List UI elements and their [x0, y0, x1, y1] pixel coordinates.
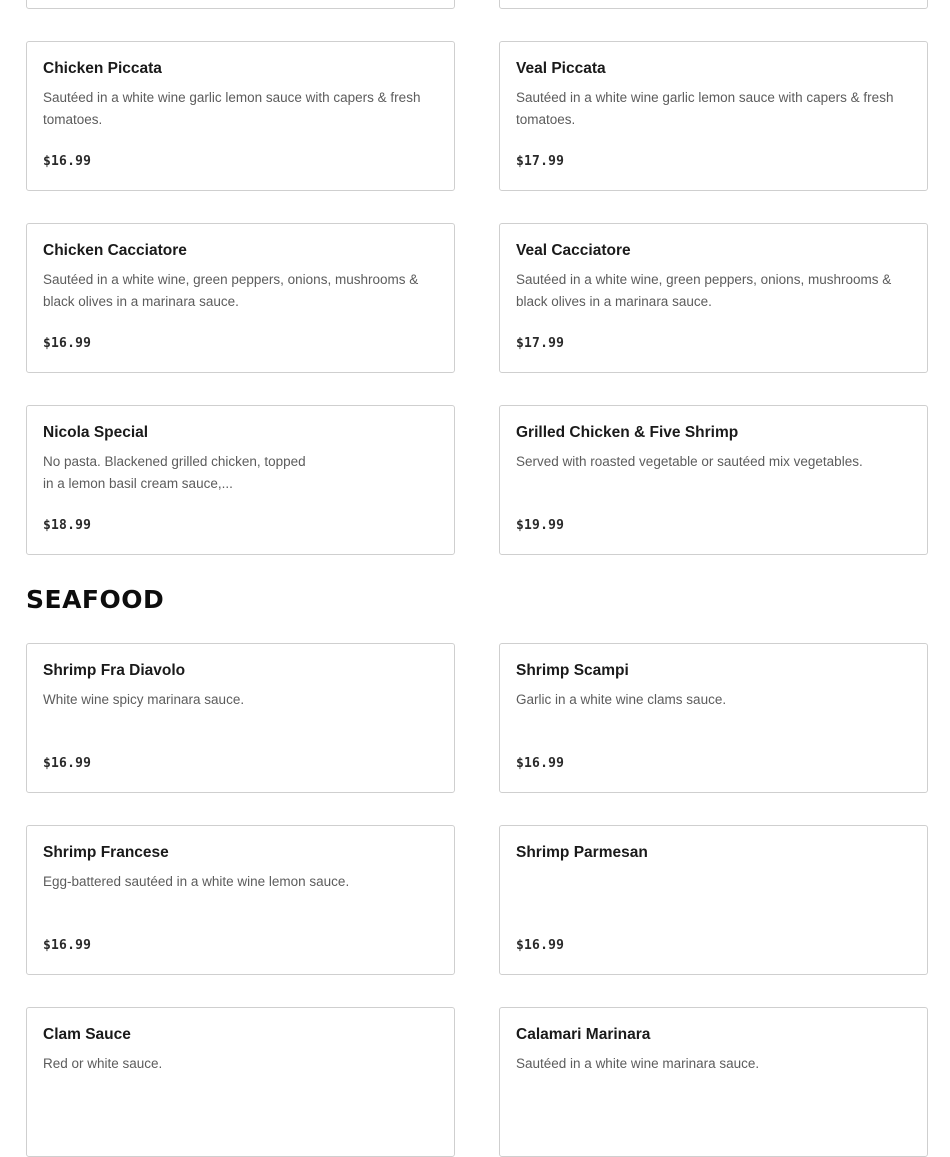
menu-item-name: Chicken Piccata: [43, 60, 162, 77]
menu-item-price: $16.99: [43, 336, 92, 351]
menu-item-chicken-cacciatore[interactable]: [26, 223, 455, 373]
menu-item-price: $16.99: [516, 938, 565, 953]
menu-item-price: $17.99: [516, 336, 565, 351]
menu-item-description: Served with roasted vegetable or sautéed mix vegetables.: [516, 454, 863, 469]
menu-item-name: Shrimp Fra Diavolo: [43, 662, 186, 679]
menu-item-description: Egg-battered sautéed in a white wine lemon sauce.: [43, 874, 350, 889]
menu-item-shrimp-parmesan[interactable]: [499, 825, 928, 975]
menu-item-name: Veal Piccata: [516, 60, 606, 77]
menu-item-description: Sautéed in a white wine garlic lemon sauce with capers & fresh tomatoes.: [516, 90, 894, 127]
menu-item-description: Sautéed in a white wine marinara sauce.: [516, 1056, 760, 1071]
section-heading-seafood: SEAFOOD: [26, 585, 165, 614]
menu-item-description: Sautéed in a white wine, green peppers, onions, mushrooms & black olives in a marinara sauce.: [516, 272, 892, 309]
menu-item-card-partial[interactable]: [499, 0, 928, 9]
menu-item-calamari-marinara[interactable]: [499, 1007, 928, 1157]
menu-item-shrimp-scampi[interactable]: [499, 643, 928, 793]
menu-item-chicken-piccata[interactable]: [26, 41, 455, 191]
menu-item-clam-sauce[interactable]: [26, 1007, 455, 1157]
menu-item-price: $16.99: [43, 756, 92, 771]
menu-item-shrimp-francese[interactable]: [26, 825, 455, 975]
menu-item-description: No pasta. Blackened grilled chicken, topped in a lemon basil cream sauce,...: [43, 454, 306, 491]
menu-item-price: $16.99: [516, 756, 565, 771]
menu-item-name: Grilled Chicken & Five Shrimp: [516, 424, 739, 441]
menu-item-nicola-special[interactable]: [26, 405, 455, 555]
menu-item-description: Sautéed in a white wine, green peppers, onions, mushrooms & black olives in a marinara sauce.: [43, 272, 419, 309]
menu-item-name: Clam Sauce: [43, 1026, 131, 1043]
menu-item-price: $19.99: [516, 518, 565, 533]
menu-item-price: $16.99: [43, 154, 92, 169]
menu-item-name: Shrimp Scampi: [516, 662, 629, 679]
menu-item-veal-piccata[interactable]: [499, 41, 928, 191]
menu-item-name: Calamari Marinara: [516, 1026, 651, 1043]
menu-item-price: $17.99: [516, 154, 565, 169]
menu-item-name: Veal Cacciatore: [516, 242, 631, 259]
menu-item-description: White wine spicy marinara sauce.: [43, 692, 245, 707]
menu-item-grilled-chicken-five-shrimp[interactable]: [499, 405, 928, 555]
menu-item-card-partial[interactable]: [26, 0, 455, 9]
menu-item-description: Red or white sauce.: [43, 1056, 163, 1071]
menu-item-veal-cacciatore[interactable]: [499, 223, 928, 373]
menu-item-price: $16.99: [43, 938, 92, 953]
menu-item-name: Chicken Cacciatore: [43, 242, 187, 259]
menu-item-name: Shrimp Parmesan: [516, 844, 648, 861]
menu-item-name: Shrimp Francese: [43, 844, 169, 861]
menu-item-description: Garlic in a white wine clams sauce.: [516, 692, 727, 707]
menu-item-name: Nicola Special: [43, 424, 149, 441]
menu-item-price: $18.99: [43, 518, 92, 533]
menu-item-shrimp-fra-diavolo[interactable]: [26, 643, 455, 793]
menu-item-description: Sautéed in a white wine garlic lemon sauce with capers & fresh tomatoes.: [43, 90, 421, 127]
